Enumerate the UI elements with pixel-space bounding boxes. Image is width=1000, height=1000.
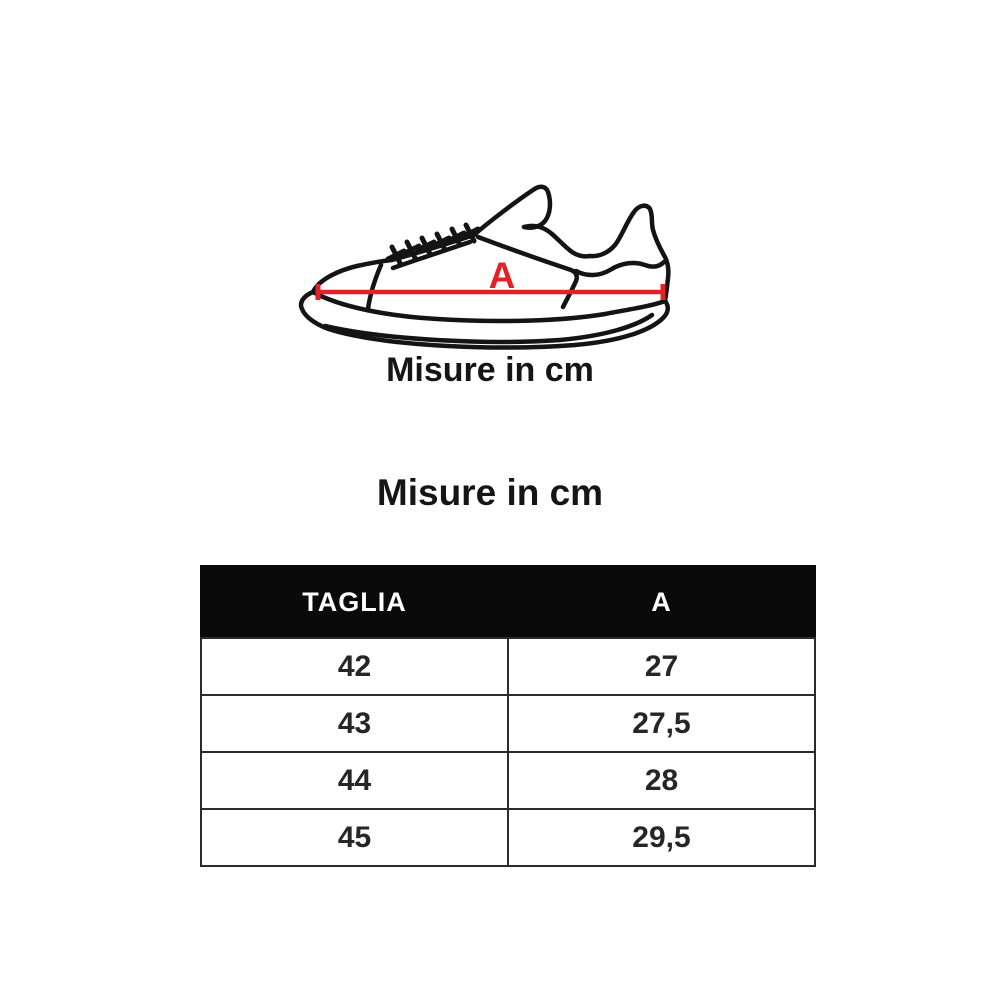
cell-taglia: 42 bbox=[201, 638, 508, 695]
cell-measure-a: 27 bbox=[508, 638, 815, 695]
column-header-a: A bbox=[508, 566, 815, 638]
table-row bbox=[201, 752, 815, 809]
measure-label-a: A bbox=[488, 255, 516, 296]
cell-measure-a: 27,5 bbox=[508, 695, 815, 752]
section-title: Misure in cm bbox=[376, 472, 604, 513]
column-header-taglia: TAGLIA bbox=[201, 566, 508, 638]
cell-taglia: 43 bbox=[201, 695, 508, 752]
table-row bbox=[201, 638, 815, 695]
diagram-caption: Misure in cm bbox=[386, 351, 594, 389]
table-row bbox=[201, 695, 815, 752]
size-table bbox=[200, 565, 816, 867]
table-row bbox=[201, 809, 815, 866]
cell-measure-a: 28 bbox=[508, 752, 815, 809]
table-header-row bbox=[201, 566, 815, 638]
cell-measure-a: 29,5 bbox=[508, 809, 815, 866]
cell-taglia: 45 bbox=[201, 809, 508, 866]
shoe-outline bbox=[301, 187, 668, 348]
cell-taglia: 44 bbox=[201, 752, 508, 809]
sneaker-diagram-icon bbox=[295, 160, 675, 350]
